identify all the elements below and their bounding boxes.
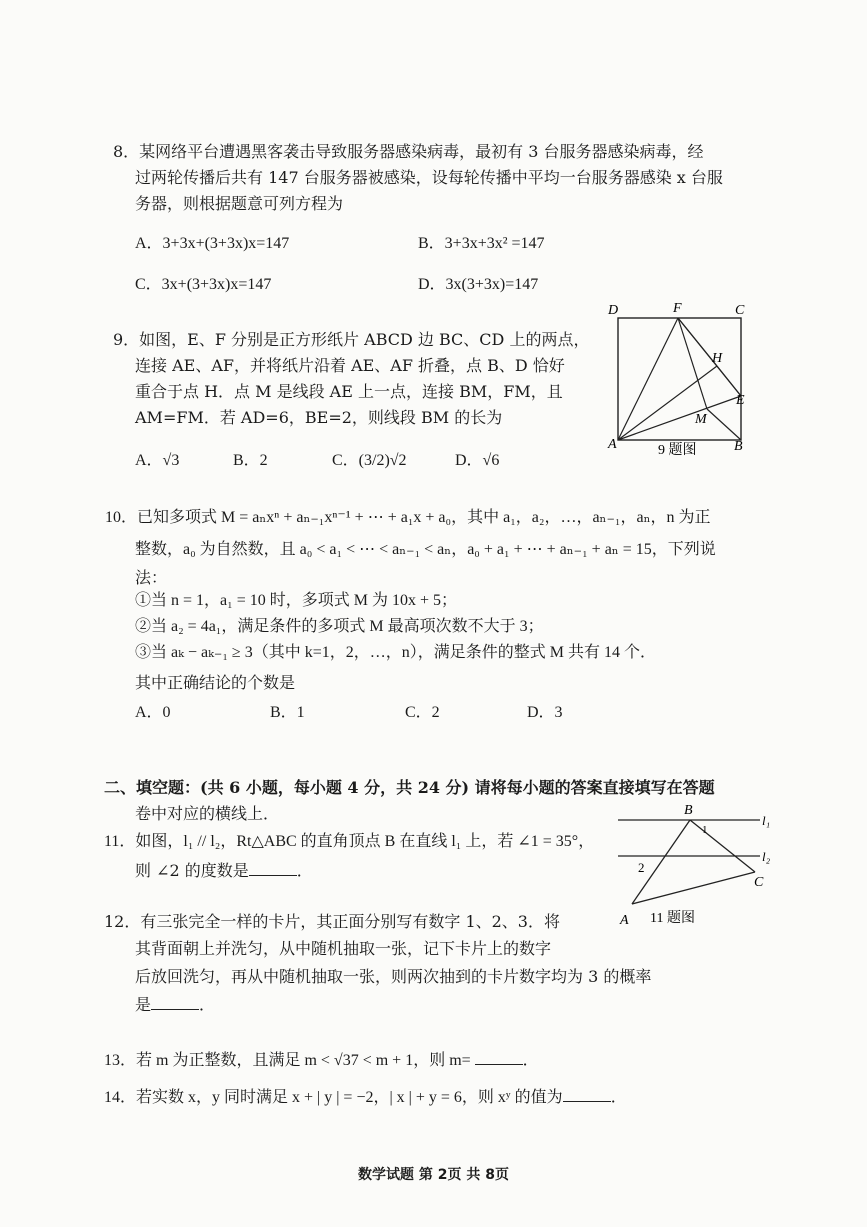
q10-line2: 整数，a₀ 为自然数，且 a₀ < a₁ < ⋯ < aₙ₋₁ < aₙ，a₀ + a₁ + ⋯ + aₙ₋₁ + aₙ = 15，下列说 [135,541,716,558]
q10-statement-1: ①当 n = 1，a₁ = 10 时，多项式 M 为 10x + 5； [135,592,457,609]
q9-label-b: B [734,439,743,454]
q11-label-l1: l₁ [762,813,771,828]
q9-option-a: A．√3 [135,452,180,469]
q9-option-c: C．(3/2)√2 [332,452,407,469]
q10-line3: 法： [135,568,168,587]
q12-line3: 后放回洗匀，再从中随机抽取一张，则两次抽到的卡片数字均为 3 的概率 [135,967,652,986]
q10-option-b: B．1 [270,704,305,721]
q10-statement-2: ②当 a₂ = 4a₁，满足条件的多项式 M 最高项次数不大于 3； [135,618,544,635]
q8-option-d: D．3x(3+3x)=147 [418,276,539,293]
q9-option-b: B．2 [233,452,268,469]
q11-label-a: A [620,913,629,928]
q10-option-d: D．3 [527,704,563,721]
q9-figure [600,296,760,464]
q12-line1: 12．有三张完全一样的卡片，其正面分别写有数字 1、2、3．将 [104,912,560,931]
q10-option-c: C．2 [405,704,440,721]
q8-option-b: B．3+3x+3x² =147 [418,235,545,252]
q11-line1: 11．如图，l₁ // l₂，Rt△ABC 的直角顶点 B 在直线 l₁ 上，若 ∠1 = 35°， [104,833,595,850]
q11-label-b: B [684,803,693,818]
q14-text: 14．若实数 x，y 同时满足 x + | y | = −2，| x | + y = 6，则 xʸ 的值为 [104,1089,563,1106]
q10-statement-3: ③当 aₖ − aₖ₋₁ ≥ 3（其中 k=1，2，…，n），满足条件的整式 M 共有 14 个． [135,644,656,661]
q12-line2: 其背面朝上并洗匀，从中随机抽取一张，记下卡片上的数字 [135,939,552,958]
q9-line3: 重合于点 H．点 M 是线段 AE 上一点，连接 BM，FM，且 [135,382,563,401]
q8-line3: 务器，则根据题意可列方程为 [135,194,344,213]
q11-line2 [135,861,313,880]
q9-label-a: A [608,437,617,452]
q9-label-f: F [673,301,682,316]
q14-answer-blank[interactable] [563,1087,611,1102]
page-footer: 数学试题 第 2页 共 8页 [358,1167,509,1183]
section2-heading-line2: 卷中对应的横线上． [135,804,280,823]
q10-line1: 10．已知多项式 M = aₙxⁿ + aₙ₋₁xⁿ⁻¹ + ⋯ + a₁x + a₀，其中 a₁，a₂，…，aₙ₋₁，aₙ，n 为正 [105,509,711,526]
q11-caption: 11 题图 [650,911,695,926]
q14-line [104,1087,627,1107]
q8-option-a: A．3+3x+(3+3x)x=147 [135,235,290,252]
q8-line1: 8．某网络平台遭遇黑客袭击导致服务器感染病毒，最初有 3 台服务器感染病毒，经 [113,142,704,161]
q9-label-d: D [608,303,619,318]
q10-option-a: A．0 [135,704,171,721]
q9-option-d: D．√6 [455,452,500,469]
q9-line4: AM=FM．若 AD=6，BE=2，则线段 BM 的长为 [135,408,503,427]
q11-label-l2: l₂ [762,849,771,864]
q12-line4-end: ． [199,995,216,1014]
q9-label-e: E [736,393,745,408]
q13-text: 13．若 m 为正整数，且满足 m < √37 < m + 1，则 m= [104,1052,471,1069]
q11-label-angle1: 1 [702,824,708,836]
q11-line2-end: ． [296,861,313,880]
q11-answer-blank[interactable] [249,861,297,876]
q9-line1: 9．如图，E、F 分别是正方形纸片 ABCD 边 BC、CD 上的两点， [113,330,590,349]
q10-line4: 其中正确结论的个数是 [135,673,296,692]
section2-heading-line1: 二、填空题：(共 6 小题，每小题 4 分，共 24 分) 请将每小题的答案直接填写在答题 [104,778,715,797]
q9-label-c: C [735,303,745,318]
q12-line4-text: 是 [135,995,152,1014]
q8-option-c: C．3x+(3+3x)x=147 [135,276,272,293]
q11-label-c: C [754,875,764,890]
q12-line4 [135,995,215,1014]
q11-label-angle2: 2 [638,860,645,875]
q13-answer-blank[interactable] [475,1050,523,1065]
q9-caption: 9 题图 [658,443,697,458]
q11-figure [610,798,785,933]
q12-answer-blank[interactable] [151,995,199,1010]
q9-line2: 连接 AE、AF，并将纸片沿着 AE、AF 折叠，点 B、D 恰好 [135,356,565,375]
q9-label-h: H [712,351,723,366]
q9-label-m: M [695,412,707,427]
q14-end: ． [610,1089,627,1106]
q11-line2-text: 则 ∠2 的度数是 [135,861,249,880]
q13-end: ． [522,1052,539,1069]
q13-line [104,1050,539,1070]
q8-line2: 过两轮传播后共有 147 台服务器被感染，设每轮传播中平均一台服务器感染 x 台服 [135,168,723,187]
